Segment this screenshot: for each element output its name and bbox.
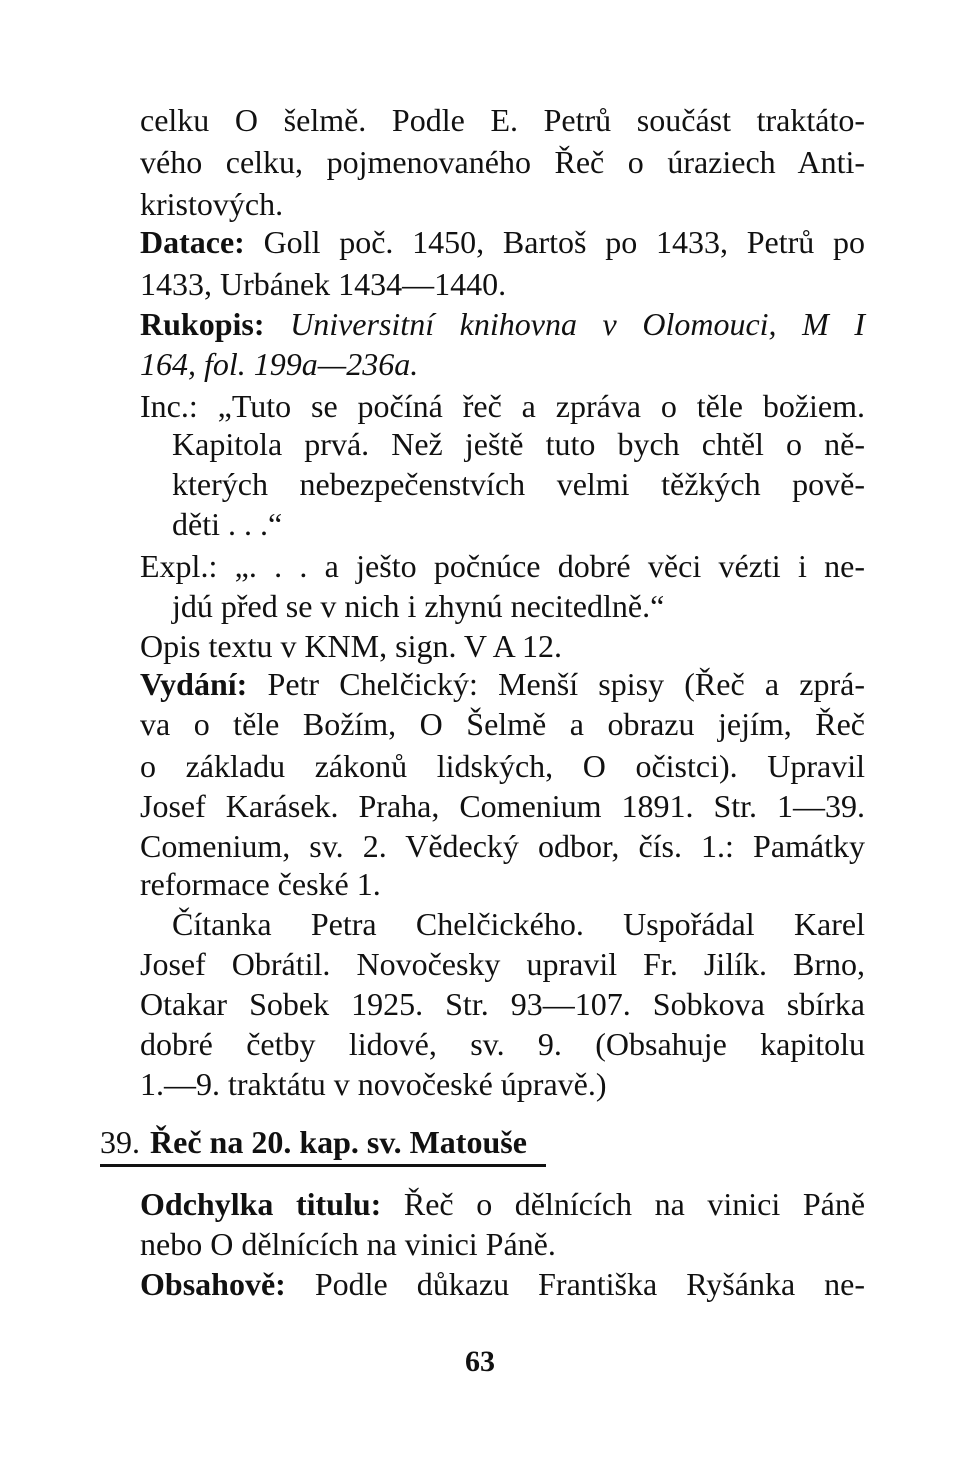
datace-text-b: 1450, Bartoš po 1433, Petrů po (412, 224, 866, 260)
obsahove-text: Podle důkazu Františka Ryšánka ne- (314, 1266, 866, 1302)
obsahove-line (140, 1264, 865, 1304)
datace-line (140, 222, 865, 262)
text-line: 164, fol. 199a—236a. (140, 346, 419, 382)
odchylka-text: Řeč o dělnících na vinici Páně (403, 1186, 866, 1222)
text-line: vého celku, pojmenovaného Řeč o úraziech Anti- (140, 144, 865, 180)
text-line: va o těle Božím, O Šelmě a obrazu jejím, Řeč (140, 706, 865, 742)
text-line: Josef Obrátil. Novočesky upravil Fr. Jilík. Brno, (140, 946, 865, 982)
vydani-label: Vydání: (140, 666, 248, 702)
text-line: celku O šelmě. Podle E. Petrů součást traktáto- (140, 102, 865, 138)
vydani-line (140, 664, 865, 704)
text-line: Josef Karásek. Praha, Comenium 1891. Str. 1—39. (140, 788, 865, 824)
title-rule (100, 1164, 546, 1167)
text-line: jdú před se v nich i zhynú necitedlně.“ (172, 588, 665, 624)
entry-number: 39. (100, 1124, 140, 1160)
text-line: Comenium, sv. 2. Vědecký odbor, čís. 1.: Památky (140, 828, 865, 864)
rukopis-line (140, 304, 865, 344)
odchylka-line (140, 1184, 865, 1224)
text-line: kristových. (140, 186, 284, 222)
incipit-line: Inc.: „Tuto se počíná řeč a zpráva o těle božiem. (140, 388, 865, 424)
text-line: 1.—9. traktátu v novočeské úpravě.) (140, 1066, 607, 1102)
vydani-text: Petr Chelčický: Menší spisy (Řeč a zprá- (267, 666, 866, 702)
text-line: Opis textu v KNM, sign. V A 12. (140, 628, 562, 664)
text-line: nebo O dělnících na vinici Páně. (140, 1226, 556, 1262)
text-line: kterých nebezpečenstvích velmi těžkých pově- (172, 466, 865, 502)
text-line: 1433, Urbánek 1434—1440. (140, 266, 507, 302)
entry-title: Řeč na 20. kap. sv. Matouše (150, 1124, 527, 1160)
datace-text-a: Goll poč. (244, 224, 394, 260)
rukopis-text: Universitní knihovna v Olomouci, M I (290, 306, 866, 342)
text-line: Čítanka Petra Chelčického. Uspořádal Karel (172, 906, 865, 942)
text-line: Kapitola prvá. Než ještě tuto bych chtěl o ně- (172, 426, 865, 462)
text-line: Otakar Sobek 1925. Str. 93—107. Sobkova sbírka (140, 986, 865, 1022)
text-line: dobré četby lidové, sv. 9. (Obsahuje kapitolu (140, 1026, 865, 1062)
text-line: reformace české 1. (140, 866, 381, 902)
text-line: děti . . .“ (172, 506, 283, 542)
obsahove-label: Obsahově: (140, 1266, 286, 1302)
rukopis-label: Rukopis: (140, 306, 265, 342)
datace-label: Datace: (140, 224, 245, 260)
explicit-line: Expl.: „. . . a ješto počnúce dobré věci vézti i ne- (140, 548, 865, 584)
text-line: o základu zákonů lidských, O očistci). Upravil (140, 748, 865, 784)
odchylka-label: Odchylka titulu: (140, 1186, 382, 1222)
page-number: 63 (465, 1345, 495, 1378)
